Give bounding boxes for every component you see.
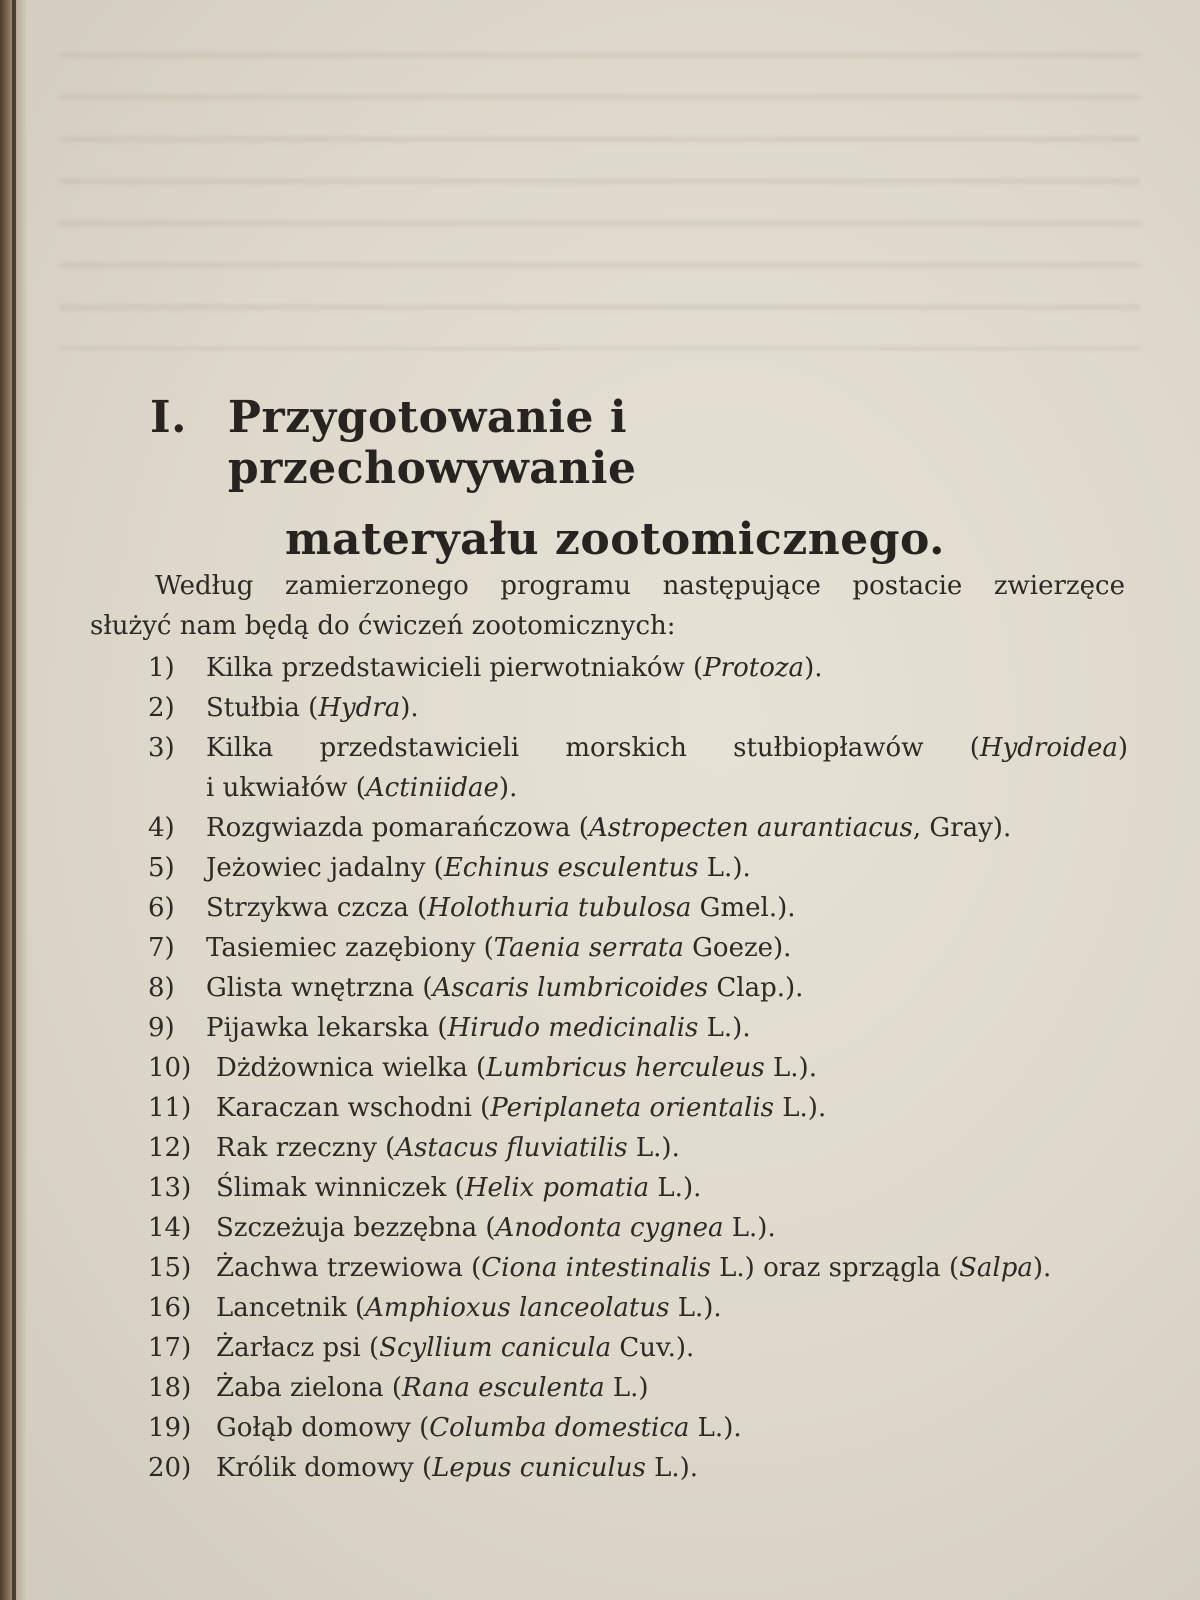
item-number: 8) bbox=[148, 973, 175, 1003]
item-suffix: ). bbox=[804, 653, 823, 683]
item-text bbox=[216, 1088, 1128, 1128]
item-text bbox=[206, 728, 1128, 768]
item-number: 11) bbox=[148, 1093, 192, 1123]
item-suffix: L.). bbox=[689, 1413, 742, 1443]
item-text bbox=[216, 1448, 1128, 1488]
item-number: 18) bbox=[148, 1373, 192, 1403]
item-number: 7) bbox=[148, 933, 175, 963]
common-name: i ukwiałów ( bbox=[206, 773, 366, 803]
latin-name: Astropecten aurantiacus bbox=[588, 813, 913, 843]
item-text bbox=[216, 1128, 1128, 1168]
item-text bbox=[206, 808, 1128, 848]
common-name: Królik domowy ( bbox=[216, 1453, 433, 1483]
list-item bbox=[148, 888, 1128, 928]
item-text bbox=[206, 928, 1128, 968]
list-item bbox=[148, 1088, 1128, 1128]
common-name: Dżdżownica wielka ( bbox=[216, 1053, 487, 1083]
item-word: morskich bbox=[565, 733, 687, 763]
item-number: 14) bbox=[148, 1213, 192, 1243]
common-name: Strzykwa czcza ( bbox=[206, 893, 428, 923]
intro-word: Według bbox=[155, 571, 254, 601]
item-suffix: , Gray). bbox=[912, 813, 1012, 843]
list-item bbox=[148, 1288, 1128, 1328]
heading-line-1 bbox=[150, 392, 1050, 494]
item-number: 20) bbox=[148, 1453, 192, 1483]
latin-name: Hydroidea bbox=[979, 733, 1118, 763]
latin-name: Astacus fluviatilis bbox=[395, 1133, 628, 1163]
item-number: 5) bbox=[148, 853, 175, 883]
item-text bbox=[216, 1048, 1128, 1088]
chapter-number: I. bbox=[150, 392, 187, 443]
item-text bbox=[216, 1368, 1128, 1408]
item-text bbox=[216, 1168, 1128, 1208]
intro-word: zwierzęce bbox=[993, 571, 1125, 601]
item-text bbox=[216, 1408, 1128, 1448]
intro-word: następujące bbox=[662, 571, 821, 601]
item-text bbox=[206, 1008, 1128, 1048]
item-word: stułbiopławów bbox=[733, 733, 924, 763]
item-suffix: ). bbox=[400, 693, 419, 723]
latin-name: Taenia serrata bbox=[493, 933, 684, 963]
latin-name: Columba domestica bbox=[429, 1413, 690, 1443]
item-text bbox=[206, 848, 1128, 888]
item-suffix: ). bbox=[1032, 1253, 1052, 1283]
list-item bbox=[148, 1448, 1128, 1488]
item-suffix: L.). bbox=[669, 1293, 722, 1323]
heading-title-line-2: materyału zootomicznego. bbox=[285, 514, 945, 565]
item-suffix: L.) bbox=[604, 1373, 649, 1403]
common-name: Żarłacz psi ( bbox=[216, 1333, 380, 1363]
latin-name: Anodonta cygnea bbox=[495, 1213, 724, 1243]
list-item bbox=[148, 1128, 1128, 1168]
latin-name: Rana esculenta bbox=[402, 1373, 605, 1403]
species-list bbox=[148, 648, 1128, 1488]
intro-line-2: służyć nam będą do ćwiczeń zootomicznych: bbox=[90, 611, 676, 641]
item-suffix: Cuv.). bbox=[611, 1333, 695, 1363]
latin-name: Scyllium canicula bbox=[379, 1333, 612, 1363]
common-name: Jeżowiec jadalny ( bbox=[206, 853, 444, 883]
item-number: 13) bbox=[148, 1173, 192, 1203]
latin-name: Ascaris lumbricoides bbox=[432, 973, 709, 1003]
item-justified-line bbox=[206, 728, 1128, 768]
common-name: Stułbia ( bbox=[206, 693, 319, 723]
common-name: Karaczan wschodni ( bbox=[216, 1093, 491, 1123]
list-item bbox=[148, 928, 1128, 968]
item-suffix: Goeze). bbox=[683, 933, 792, 963]
list-item bbox=[148, 1048, 1128, 1088]
latin-name: Salpa bbox=[959, 1253, 1033, 1283]
heading-title-line-1: Przygotowanie i przechowywanie bbox=[227, 392, 637, 494]
latin-name: Amphioxus lanceolatus bbox=[365, 1293, 670, 1323]
list-item bbox=[148, 968, 1128, 1008]
item-text bbox=[216, 1208, 1128, 1248]
item-number: 1) bbox=[148, 653, 175, 683]
item-number: 4) bbox=[148, 813, 175, 843]
item-suffix: L.). bbox=[627, 1133, 680, 1163]
item-suffix: L.). bbox=[698, 1013, 751, 1043]
item-suffix: L.). bbox=[774, 1093, 827, 1123]
item-suffix: L.). bbox=[649, 1173, 702, 1203]
item-number: 19) bbox=[148, 1413, 192, 1443]
common-name: Szczeżuja bezzębna ( bbox=[216, 1213, 496, 1243]
item-number: 16) bbox=[148, 1293, 192, 1323]
item-suffix: Gmel.). bbox=[691, 893, 796, 923]
list-item bbox=[148, 848, 1128, 888]
latin-name: Lepus cuniculus bbox=[432, 1453, 646, 1483]
latin-name: Holothuria tubulosa bbox=[427, 893, 692, 923]
list-item bbox=[148, 1208, 1128, 1248]
common-name: Żachwa trzewiowa ( bbox=[216, 1253, 482, 1283]
item-word: Kilka bbox=[206, 733, 274, 763]
item-text bbox=[216, 1328, 1128, 1368]
item-text bbox=[216, 1248, 1128, 1288]
list-item bbox=[148, 728, 1128, 768]
latin-name: Lumbricus herculeus bbox=[486, 1053, 765, 1083]
list-item bbox=[148, 1368, 1128, 1408]
latin-name: Helix pomatia bbox=[464, 1173, 650, 1203]
item-suffix: L.). bbox=[764, 1053, 817, 1083]
common-name: Żaba zielona ( bbox=[216, 1373, 402, 1403]
latin-name: Hydra bbox=[318, 693, 401, 723]
common-name: Gołąb domowy ( bbox=[216, 1413, 430, 1443]
latin-name: Echinus esculentus bbox=[443, 853, 699, 883]
list-item bbox=[148, 1408, 1128, 1448]
item-suffix: L.) oraz sprzągla ( bbox=[710, 1253, 960, 1283]
latin-name: Protoza bbox=[703, 653, 805, 683]
item-text bbox=[206, 888, 1128, 928]
spine-edge bbox=[12, 0, 16, 1600]
item-number: 15) bbox=[148, 1253, 192, 1283]
list-item bbox=[148, 1328, 1128, 1368]
common-name: Rak rzeczny ( bbox=[216, 1133, 396, 1163]
intro-word: programu bbox=[500, 571, 632, 601]
list-item bbox=[148, 1008, 1128, 1048]
item-word: przedstawicieli bbox=[319, 733, 520, 763]
item-suffix: L.). bbox=[698, 853, 751, 883]
item-number: 10) bbox=[148, 1053, 192, 1083]
item-number: 3) bbox=[148, 733, 175, 763]
list-item bbox=[148, 648, 1128, 688]
latin-name: Periplaneta orientalis bbox=[490, 1093, 775, 1123]
list-item-continuation bbox=[148, 768, 1128, 808]
item-suffix: L.). bbox=[645, 1453, 699, 1483]
common-name: Glista wnętrzna ( bbox=[206, 973, 433, 1003]
item-number: 17) bbox=[148, 1333, 192, 1363]
common-name: Kilka przedstawicieli pierwotniaków ( bbox=[206, 653, 704, 683]
item-number: 6) bbox=[148, 893, 175, 923]
item-number: 12) bbox=[148, 1133, 192, 1163]
item-suffix: ). bbox=[498, 773, 518, 803]
item-number: 2) bbox=[148, 693, 175, 723]
intro-word: postacie bbox=[852, 571, 963, 601]
item-number: 9) bbox=[148, 1013, 175, 1043]
intro-line-1 bbox=[90, 566, 1125, 606]
list-item bbox=[148, 1248, 1128, 1288]
chapter-heading bbox=[150, 392, 1050, 565]
common-name: Tasiemiec zazębiony ( bbox=[206, 933, 494, 963]
item-text bbox=[206, 688, 1128, 728]
item-suffix: L.). bbox=[723, 1213, 776, 1243]
latin-name: Hirudo medicinalis bbox=[447, 1013, 699, 1043]
intro-paragraph bbox=[90, 566, 1125, 646]
common-name: Rozgwiazda pomarańczowa ( bbox=[206, 813, 589, 843]
item-text bbox=[216, 1288, 1128, 1328]
common-name: Ślimak winniczek ( bbox=[216, 1173, 465, 1203]
item-latin-group: (Hydroidea) bbox=[969, 733, 1128, 763]
item-text bbox=[206, 648, 1128, 688]
common-name: Lancetnik ( bbox=[216, 1293, 366, 1323]
latin-name: Ciona intestinalis bbox=[481, 1253, 711, 1283]
common-name: Pijawka lekarska ( bbox=[206, 1013, 448, 1043]
item-text bbox=[206, 968, 1128, 1008]
list-item bbox=[148, 1168, 1128, 1208]
latin-name: Actiniidae bbox=[365, 773, 499, 803]
bleed-through-text bbox=[60, 30, 1140, 350]
list-item bbox=[148, 808, 1128, 848]
intro-word: zamierzonego bbox=[285, 571, 469, 601]
list-item bbox=[148, 688, 1128, 728]
item-suffix: Clap.). bbox=[708, 973, 804, 1003]
item-text bbox=[148, 768, 1128, 808]
